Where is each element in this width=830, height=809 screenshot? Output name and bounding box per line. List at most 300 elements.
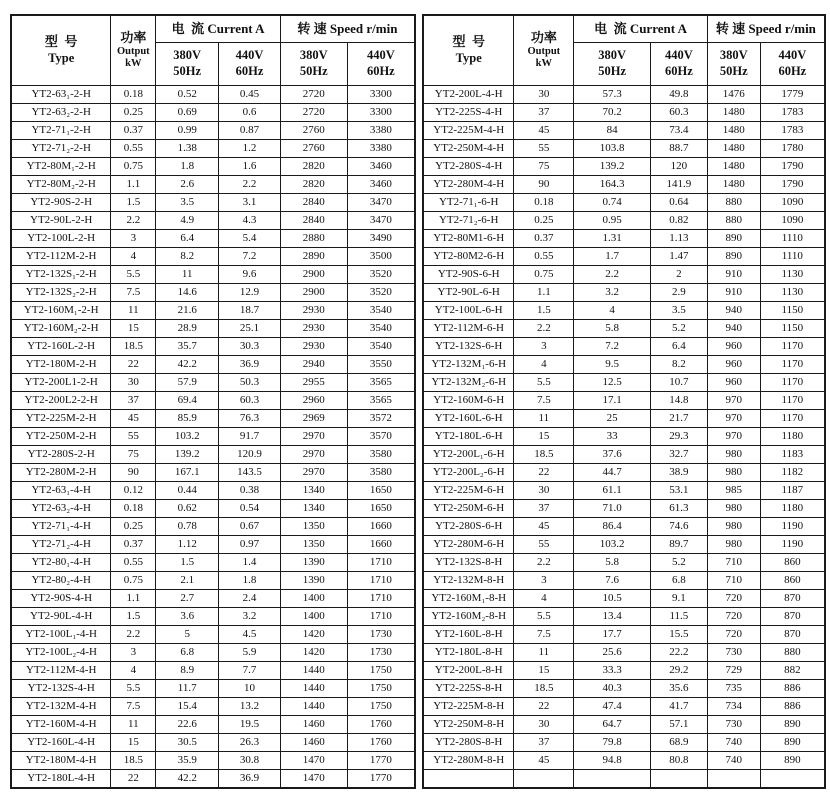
type-cell: YT2-160M₂-8-H <box>423 607 514 625</box>
current-440v-cell: 10 <box>219 679 281 697</box>
speed-440v-cell: 860 <box>760 553 825 571</box>
speed-380v-cell: 1350 <box>280 535 347 553</box>
speed-380v-cell: 1420 <box>280 625 347 643</box>
table-row <box>11 589 415 607</box>
current-440v-cell: 60.3 <box>219 391 281 409</box>
speed-380v-cell: 1476 <box>707 85 760 103</box>
current-440v-cell: 2 <box>650 265 707 283</box>
speed-440v-cell: 3540 <box>347 337 415 355</box>
current-440v-cell: 3.5 <box>650 301 707 319</box>
table-row <box>11 409 415 427</box>
header-current-380v <box>156 42 219 85</box>
current-440v-cell: 7.2 <box>219 247 281 265</box>
output-kw-cell: 5.5 <box>514 607 574 625</box>
type-cell: YT2-280S-6-H <box>423 517 514 535</box>
current-440v-cell: 12.9 <box>219 283 281 301</box>
speed-440v-cell: 1170 <box>760 373 825 391</box>
speed-440v-cell: 1780 <box>760 139 825 157</box>
current-440v-cell: 22.2 <box>650 643 707 661</box>
table-row <box>11 319 415 337</box>
table-row <box>423 661 825 679</box>
type-cell: YT2-90L-4-H <box>11 607 111 625</box>
speed-440v-cell: 1180 <box>760 427 825 445</box>
current-380v-cell: 22.6 <box>156 715 219 733</box>
current-380v-cell: 33 <box>574 427 651 445</box>
table-row <box>11 103 415 121</box>
speed-380v-cell: 729 <box>707 661 760 679</box>
output-kw-cell: 45 <box>514 121 574 139</box>
current-380v-cell: 0.99 <box>156 121 219 139</box>
table-row <box>423 139 825 157</box>
output-kw-cell: 22 <box>111 769 156 788</box>
table-row <box>11 751 415 769</box>
output-kw-cell: 3 <box>514 337 574 355</box>
voltage-label: 380V <box>598 47 627 62</box>
table-row <box>11 265 415 283</box>
current-380v-cell: 1.8 <box>156 157 219 175</box>
table-row <box>11 175 415 193</box>
current-380v-cell: 9.5 <box>574 355 651 373</box>
current-380v-cell: 35.7 <box>156 337 219 355</box>
table-row <box>423 625 825 643</box>
current-440v-cell: 2.2 <box>219 175 281 193</box>
output-kw-cell: 11 <box>111 301 156 319</box>
current-380v-cell: 6.4 <box>156 229 219 247</box>
speed-440v-cell: 1130 <box>760 283 825 301</box>
output-kw-cell: 30 <box>514 481 574 499</box>
speed-440v-cell: 880 <box>760 643 825 661</box>
speed-440v-cell: 3580 <box>347 463 415 481</box>
speed-380v-cell: 2900 <box>280 265 347 283</box>
output-kw-cell: 4 <box>111 247 156 265</box>
table-row <box>11 535 415 553</box>
table-row <box>423 553 825 571</box>
current-440v-cell: 0.64 <box>650 193 707 211</box>
speed-380v-cell: 1460 <box>280 733 347 751</box>
output-kw-cell: 11 <box>514 643 574 661</box>
table-row <box>11 247 415 265</box>
header-power <box>514 15 574 85</box>
speed-440v-cell: 1660 <box>347 517 415 535</box>
output-kw-cell: 11 <box>111 715 156 733</box>
motor-spec-table-right <box>422 14 826 789</box>
speed-440v-cell: 1190 <box>760 535 825 553</box>
header-power-cn: 功率 <box>530 29 557 45</box>
output-kw-cell: 55 <box>111 427 156 445</box>
output-kw-cell: 15 <box>514 661 574 679</box>
current-380v-cell: 1.31 <box>574 229 651 247</box>
current-380v-cell: 12.5 <box>574 373 651 391</box>
current-440v-cell: 3.1 <box>219 193 281 211</box>
current-380v-cell: 15.4 <box>156 697 219 715</box>
output-kw-cell: 0.18 <box>111 85 156 103</box>
table-row <box>11 193 415 211</box>
header-type-en: Type <box>455 50 482 65</box>
current-380v-cell: 103.2 <box>574 535 651 553</box>
output-kw-cell: 0.75 <box>111 571 156 589</box>
table-row <box>423 85 825 103</box>
output-kw-cell: 90 <box>514 175 574 193</box>
table-row <box>11 733 415 751</box>
table-body-left <box>11 85 415 788</box>
spec-tables-container <box>10 14 826 789</box>
output-kw-cell: 30 <box>514 715 574 733</box>
output-kw-cell: 7.5 <box>111 697 156 715</box>
speed-380v-cell: 980 <box>707 535 760 553</box>
output-kw-cell: 15 <box>111 319 156 337</box>
current-440v-cell: 1.8 <box>219 571 281 589</box>
speed-440v-cell: 1783 <box>760 121 825 139</box>
current-380v-cell: 14.6 <box>156 283 219 301</box>
speed-440v-cell: 890 <box>760 733 825 751</box>
output-kw-cell: 0.55 <box>111 553 156 571</box>
frequency-label: 60Hz <box>235 63 264 78</box>
output-kw-cell: 11 <box>514 409 574 427</box>
output-kw-cell: 37 <box>514 499 574 517</box>
output-kw-cell: 0.75 <box>514 265 574 283</box>
speed-380v-cell: 735 <box>707 679 760 697</box>
type-cell: YT2-112M-6-H <box>423 319 514 337</box>
speed-440v-cell: 3565 <box>347 391 415 409</box>
current-380v-cell: 35.9 <box>156 751 219 769</box>
table-row <box>11 625 415 643</box>
current-380v-cell <box>574 769 651 788</box>
header-power-unit: kW <box>535 58 553 70</box>
type-cell: YT2-225S-8-H <box>423 679 514 697</box>
current-380v-cell: 7.2 <box>574 337 651 355</box>
speed-380v-cell: 740 <box>707 751 760 769</box>
speed-380v-cell: 970 <box>707 409 760 427</box>
current-440v-cell: 7.7 <box>219 661 281 679</box>
type-cell: YT2-180L-6-H <box>423 427 514 445</box>
header-power-en: Output <box>116 45 150 57</box>
speed-380v-cell: 2970 <box>280 445 347 463</box>
table-header <box>11 15 415 85</box>
speed-440v-cell: 3520 <box>347 283 415 301</box>
table-row <box>423 463 825 481</box>
speed-440v-cell: 1170 <box>760 355 825 373</box>
speed-440v-cell: 1710 <box>347 607 415 625</box>
table-row <box>423 751 825 769</box>
current-380v-cell: 47.4 <box>574 697 651 715</box>
current-440v-cell: 29.2 <box>650 661 707 679</box>
current-380v-cell: 25 <box>574 409 651 427</box>
table-row <box>423 319 825 337</box>
current-440v-cell: 36.9 <box>219 769 281 788</box>
type-cell: YT2-200L₂-6-H <box>423 463 514 481</box>
header-current: 电 流 Current A <box>156 15 281 42</box>
output-kw-cell: 0.37 <box>514 229 574 247</box>
table-row <box>423 571 825 589</box>
frequency-label: 60Hz <box>665 63 693 78</box>
speed-380v-cell: 2760 <box>280 121 347 139</box>
current-380v-cell: 2.6 <box>156 175 219 193</box>
speed-380v-cell: 1440 <box>280 661 347 679</box>
type-cell: YT2-90S-4-H <box>11 589 111 607</box>
output-kw-cell: 18.5 <box>514 679 574 697</box>
speed-380v-cell: 2930 <box>280 319 347 337</box>
speed-440v-cell: 882 <box>760 661 825 679</box>
speed-440v-cell: 870 <box>760 607 825 625</box>
header-current: 电 流 Current A <box>574 15 708 42</box>
current-380v-cell: 1.12 <box>156 535 219 553</box>
table-row <box>423 247 825 265</box>
header-speed: 转 速 Speed r/min <box>707 15 825 42</box>
current-440v-cell: 0.54 <box>219 499 281 517</box>
speed-380v-cell: 2820 <box>280 175 347 193</box>
current-440v-cell: 2.4 <box>219 589 281 607</box>
current-440v-cell: 6.4 <box>650 337 707 355</box>
type-cell: YT2-280S-8-H <box>423 733 514 751</box>
speed-380v-cell <box>707 769 760 788</box>
speed-380v-cell: 740 <box>707 733 760 751</box>
table-row <box>11 337 415 355</box>
type-cell: YT2-100L-6-H <box>423 301 514 319</box>
speed-380v-cell: 1480 <box>707 157 760 175</box>
table-row <box>423 355 825 373</box>
current-380v-cell: 57.3 <box>574 85 651 103</box>
table-row <box>11 679 415 697</box>
output-kw-cell: 37 <box>514 733 574 751</box>
output-kw-cell: 2.2 <box>514 319 574 337</box>
frequency-label: 50Hz <box>173 63 202 78</box>
current-440v-cell: 0.6 <box>219 103 281 121</box>
output-kw-cell: 3 <box>111 643 156 661</box>
speed-440v-cell: 1150 <box>760 319 825 337</box>
current-380v-cell: 1.5 <box>156 553 219 571</box>
speed-440v-cell: 3300 <box>347 85 415 103</box>
type-cell: YT2-160M-4-H <box>11 715 111 733</box>
header-power-cn: 功率 <box>120 29 147 45</box>
output-kw-cell: 2.2 <box>111 211 156 229</box>
speed-380v-cell: 1440 <box>280 679 347 697</box>
type-cell: YT2-90L-2-H <box>11 211 111 229</box>
voltage-label: 440V <box>235 47 264 62</box>
current-380v-cell: 2.2 <box>574 265 651 283</box>
output-kw-cell: 55 <box>514 139 574 157</box>
speed-380v-cell: 1460 <box>280 715 347 733</box>
type-cell: YT2-200L1-2-H <box>11 373 111 391</box>
current-380v-cell: 1.7 <box>574 247 651 265</box>
header-current-440v <box>650 42 707 85</box>
current-380v-cell: 21.6 <box>156 301 219 319</box>
type-cell: YT2-63₂-4-H <box>11 499 111 517</box>
table-row <box>423 481 825 499</box>
speed-440v-cell: 1650 <box>347 481 415 499</box>
output-kw-cell: 4 <box>514 589 574 607</box>
output-kw-cell: 22 <box>514 463 574 481</box>
speed-440v-cell: 3470 <box>347 211 415 229</box>
current-380v-cell: 0.69 <box>156 103 219 121</box>
output-kw-cell: 45 <box>514 517 574 535</box>
speed-440v-cell: 1760 <box>347 733 415 751</box>
table-row <box>423 715 825 733</box>
current-440v-cell: 14.8 <box>650 391 707 409</box>
speed-440v-cell: 1710 <box>347 589 415 607</box>
type-cell: YT2-225M-4-H <box>423 121 514 139</box>
current-380v-cell: 5.8 <box>574 319 651 337</box>
current-440v-cell: 2.9 <box>650 283 707 301</box>
current-440v-cell: 30.3 <box>219 337 281 355</box>
output-kw-cell: 1.1 <box>111 589 156 607</box>
voltage-label: 380V <box>299 47 328 62</box>
table-row <box>423 679 825 697</box>
speed-440v-cell: 3500 <box>347 247 415 265</box>
current-440v-cell: 141.9 <box>650 175 707 193</box>
frequency-label: 60Hz <box>778 63 807 78</box>
current-380v-cell: 0.78 <box>156 517 219 535</box>
current-440v-cell: 5.9 <box>219 643 281 661</box>
current-440v-cell: 120.9 <box>219 445 281 463</box>
speed-440v-cell: 1110 <box>760 247 825 265</box>
table-row <box>11 643 415 661</box>
current-440v-cell: 88.7 <box>650 139 707 157</box>
speed-380v-cell: 880 <box>707 211 760 229</box>
current-380v-cell: 167.1 <box>156 463 219 481</box>
current-440v-cell: 4.5 <box>219 625 281 643</box>
type-cell: YT2-132S-4-H <box>11 679 111 697</box>
type-cell: YT2-280M-6-H <box>423 535 514 553</box>
output-kw-cell: 90 <box>111 463 156 481</box>
table-row <box>11 139 415 157</box>
output-kw-cell: 0.25 <box>111 103 156 121</box>
current-380v-cell: 103.8 <box>574 139 651 157</box>
speed-380v-cell: 2890 <box>280 247 347 265</box>
voltage-label: 440V <box>366 47 395 62</box>
type-cell: YT2-200L-4-H <box>423 85 514 103</box>
speed-440v-cell: 3380 <box>347 139 415 157</box>
type-cell: YT2-250M-8-H <box>423 715 514 733</box>
speed-440v-cell: 890 <box>760 715 825 733</box>
speed-380v-cell: 2880 <box>280 229 347 247</box>
table-row <box>11 517 415 535</box>
speed-380v-cell: 1420 <box>280 643 347 661</box>
current-380v-cell: 84 <box>574 121 651 139</box>
speed-440v-cell: 3460 <box>347 157 415 175</box>
current-440v-cell: 68.9 <box>650 733 707 751</box>
type-cell: YT2-280M-2-H <box>11 463 111 481</box>
type-cell: YT2-250M-6-H <box>423 499 514 517</box>
type-cell: YT2-160L-8-H <box>423 625 514 643</box>
header-type-cn: 型 号 <box>452 34 485 50</box>
type-cell: YT2-80M₁-2-H <box>11 157 111 175</box>
current-380v-cell: 7.6 <box>574 571 651 589</box>
output-kw-cell: 0.55 <box>111 139 156 157</box>
table-header <box>423 15 825 85</box>
current-440v-cell: 13.2 <box>219 697 281 715</box>
type-cell: YT2-160M-6-H <box>423 391 514 409</box>
type-cell: YT2-280S-2-H <box>11 445 111 463</box>
current-380v-cell: 64.7 <box>574 715 651 733</box>
type-cell: YT2-132S₁-2-H <box>11 265 111 283</box>
output-kw-cell: 75 <box>514 157 574 175</box>
current-380v-cell: 10.5 <box>574 589 651 607</box>
type-cell: YT2-200L-8-H <box>423 661 514 679</box>
speed-380v-cell: 2960 <box>280 391 347 409</box>
voltage-label: 440V <box>665 47 693 62</box>
current-380v-cell: 5 <box>156 625 219 643</box>
speed-440v-cell: 1770 <box>347 769 415 788</box>
current-380v-cell: 2.1 <box>156 571 219 589</box>
output-kw-cell: 5.5 <box>111 265 156 283</box>
speed-440v-cell: 1170 <box>760 409 825 427</box>
current-440v-cell: 74.6 <box>650 517 707 535</box>
current-380v-cell: 69.4 <box>156 391 219 409</box>
type-cell: YT2-160L-4-H <box>11 733 111 751</box>
speed-380v-cell: 1390 <box>280 553 347 571</box>
table-row <box>11 607 415 625</box>
current-380v-cell: 61.1 <box>574 481 651 499</box>
table-row <box>11 697 415 715</box>
speed-380v-cell: 1480 <box>707 175 760 193</box>
current-440v-cell: 35.6 <box>650 679 707 697</box>
table-row <box>423 409 825 427</box>
speed-440v-cell: 3550 <box>347 355 415 373</box>
current-440v-cell: 0.45 <box>219 85 281 103</box>
speed-440v-cell <box>760 769 825 788</box>
type-cell: YT2-90L-6-H <box>423 283 514 301</box>
speed-440v-cell: 1190 <box>760 517 825 535</box>
speed-440v-cell: 1187 <box>760 481 825 499</box>
type-cell: YT2-90S-2-H <box>11 193 111 211</box>
speed-380v-cell: 890 <box>707 229 760 247</box>
type-cell: YT2-132S₂-2-H <box>11 283 111 301</box>
speed-440v-cell: 1090 <box>760 211 825 229</box>
speed-380v-cell: 985 <box>707 481 760 499</box>
speed-440v-cell: 1180 <box>760 499 825 517</box>
table-row <box>423 265 825 283</box>
current-380v-cell: 0.62 <box>156 499 219 517</box>
current-440v-cell <box>650 769 707 788</box>
current-380v-cell: 8.2 <box>156 247 219 265</box>
current-440v-cell: 11.5 <box>650 607 707 625</box>
speed-380v-cell: 960 <box>707 373 760 391</box>
current-380v-cell: 0.44 <box>156 481 219 499</box>
table-row <box>423 733 825 751</box>
current-440v-cell: 1.47 <box>650 247 707 265</box>
type-cell: YT2-71₂-4-H <box>11 535 111 553</box>
current-440v-cell: 0.38 <box>219 481 281 499</box>
table-row <box>11 373 415 391</box>
output-kw-cell <box>514 769 574 788</box>
current-440v-cell: 30.8 <box>219 751 281 769</box>
speed-380v-cell: 1350 <box>280 517 347 535</box>
speed-380v-cell: 2900 <box>280 283 347 301</box>
current-440v-cell: 1.13 <box>650 229 707 247</box>
type-cell: YT2-225M-6-H <box>423 481 514 499</box>
current-440v-cell: 6.8 <box>650 571 707 589</box>
speed-440v-cell: 1710 <box>347 553 415 571</box>
type-cell: YT2-200L2-2-H <box>11 391 111 409</box>
table-row <box>11 553 415 571</box>
output-kw-cell: 45 <box>514 751 574 769</box>
output-kw-cell: 18.5 <box>111 337 156 355</box>
table-row <box>11 355 415 373</box>
current-440v-cell: 1.6 <box>219 157 281 175</box>
type-cell: YT2-280S-4-H <box>423 157 514 175</box>
current-440v-cell: 41.7 <box>650 697 707 715</box>
output-kw-cell: 1.1 <box>514 283 574 301</box>
output-kw-cell: 15 <box>514 427 574 445</box>
speed-380v-cell: 730 <box>707 643 760 661</box>
speed-380v-cell: 2760 <box>280 139 347 157</box>
speed-380v-cell: 2970 <box>280 463 347 481</box>
header-current-440v <box>219 42 281 85</box>
current-440v-cell: 50.3 <box>219 373 281 391</box>
speed-440v-cell: 860 <box>760 571 825 589</box>
speed-440v-cell: 1730 <box>347 643 415 661</box>
table-row <box>423 337 825 355</box>
